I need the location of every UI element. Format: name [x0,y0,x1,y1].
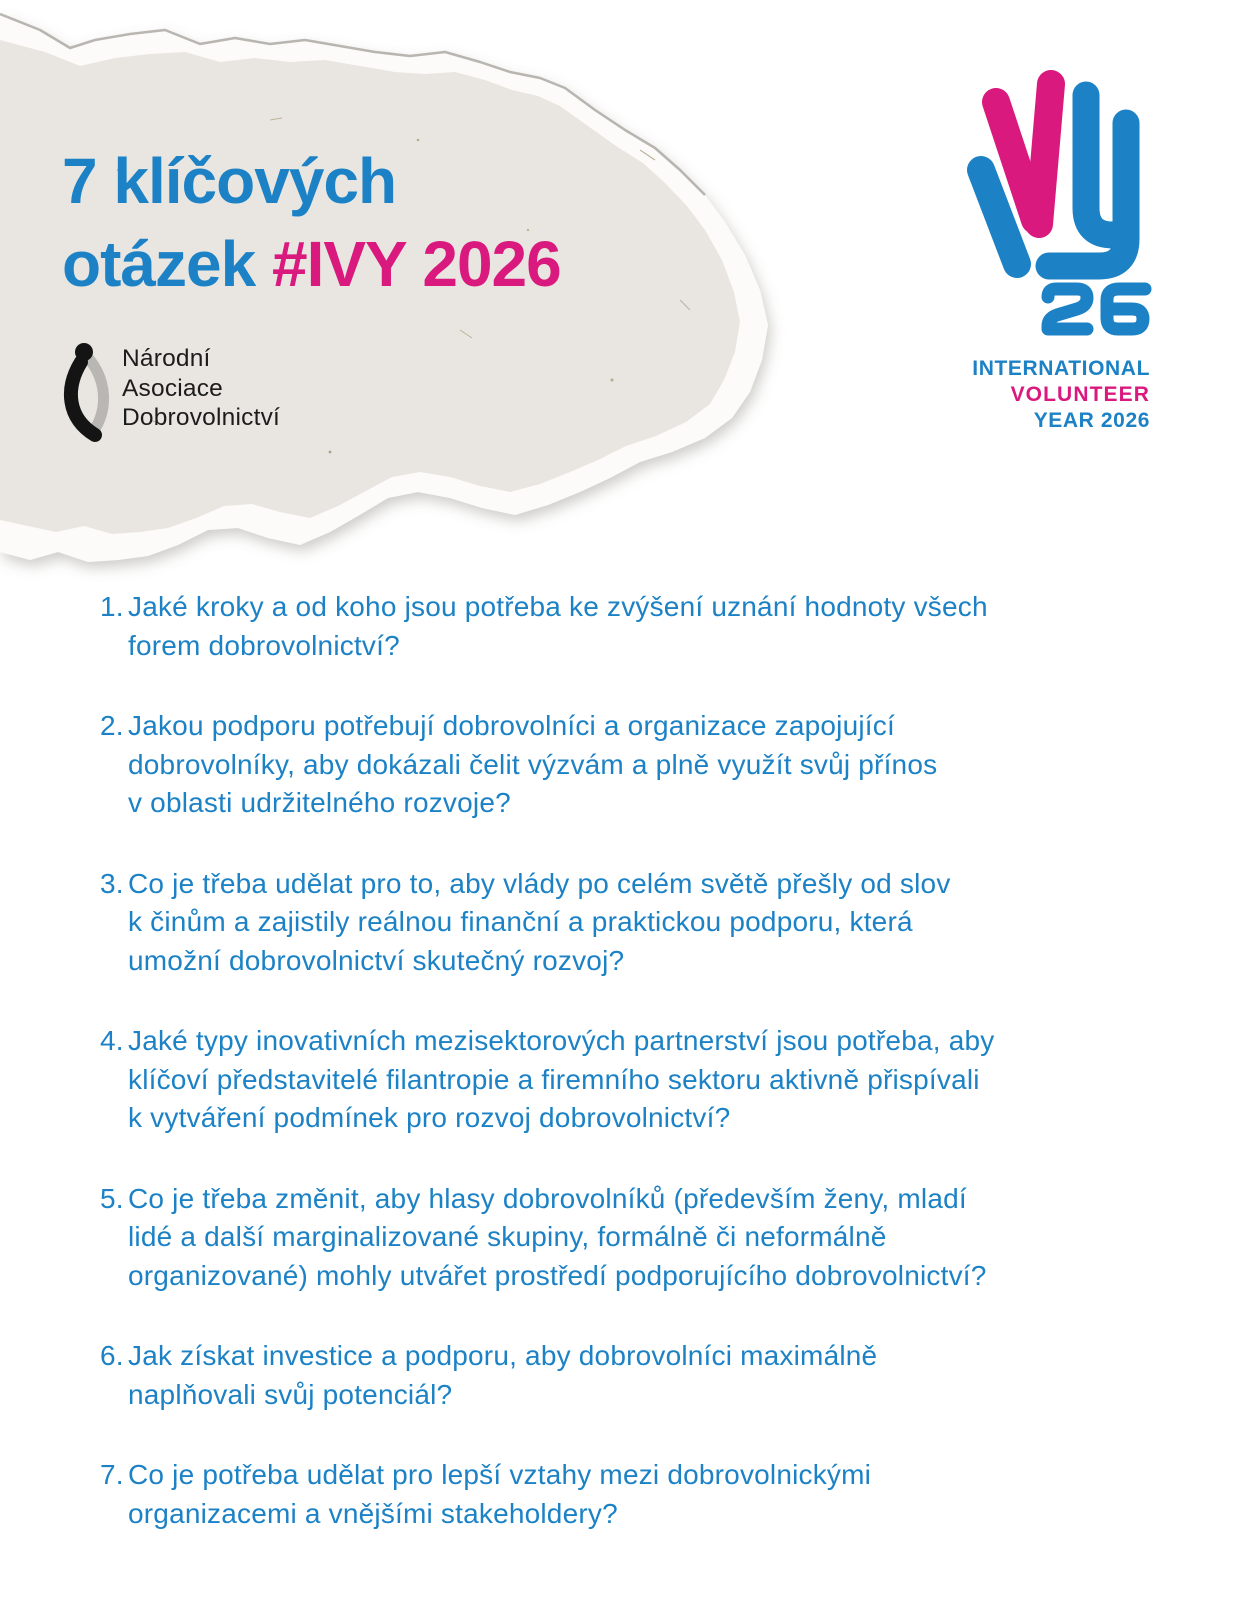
question-item [100,588,1180,665]
question-item [100,1180,1180,1296]
question-text: Co je třeba změnit, aby hlasy dobrovolníků (především ženy, mladí [128,1182,967,1214]
ivy-word-line1: INTERNATIONAL [972,357,1150,380]
question-text: lidé a další marginalizované skupiny, formálně či neformálně [128,1221,887,1252]
nad-line2: Asociace [122,374,224,402]
question-line [100,1495,1180,1534]
question-line [100,1061,1180,1100]
title-line2-blue: otázek [62,228,272,300]
question-text: k činům a zajistily reálnou finanční a praktickou podporu, která [128,906,913,937]
ivy-hand-glyph [981,84,1126,266]
question-text: organizované) mohly utvářet prostředí podporujícího dobrovolnictví? [128,1259,987,1291]
question-text: v oblasti udržitelného rozvoje? [128,787,511,818]
question-line [100,1022,1180,1061]
question-line [100,746,1180,785]
question-text: dobrovolníky, aby dokázali čelit výzvám a plně využít svůj přínos [128,748,938,780]
question-text: Co je třeba udělat pro to, aby vlády po celém světě přešly od slov [128,867,951,899]
question-line [100,1456,1180,1495]
question-line [100,1376,1180,1415]
question-item [100,1337,1180,1414]
nad-logo [57,340,280,444]
question-number: 4. [100,1025,124,1056]
title-line2-pink: #IVY 2026 [271,228,561,300]
question-number: 5. [100,1182,124,1214]
question-text: naplňovali svůj potenciál? [128,1378,453,1410]
ivy26-wordmark [905,356,1150,434]
question-item [100,707,1180,823]
question-item [100,1022,1180,1138]
question-number: 7. [100,1459,124,1490]
question-number: 3. [100,867,124,899]
nad-line3: Dobrovolnictví [122,404,281,431]
ivy-26-glyph [1048,289,1145,329]
nad-person-icon [57,340,115,444]
question-number: 6. [100,1340,124,1371]
nad-logo-text [122,344,280,433]
page-title [62,140,561,306]
question-text: umožní dobrovolnictví skutečný rozvoj? [128,944,625,976]
question-line [100,865,1180,904]
question-text: k vytváření podmínek pro rozvoj dobrovolnictví? [128,1102,731,1133]
question-number: 1. [100,591,124,622]
question-text: Co je potřeba udělat pro lepší vztahy mezi dobrovolnickými [128,1459,872,1490]
title-line1: 7 klíčových [62,145,397,217]
question-text: Jaké typy inovativních mezisektorových partnerství jsou potřeba, aby [128,1025,995,1056]
question-item [100,865,1180,981]
question-line [100,1099,1180,1138]
question-line [100,1337,1180,1376]
question-line [100,588,1180,627]
ivy-word-line3: YEAR 2026 [1033,409,1150,432]
question-line [100,1180,1180,1219]
question-line [100,784,1180,823]
questions-list [100,588,1180,1575]
question-text: Jaké kroky a od koho jsou potřeba ke zvýšení uznání hodnoty všech [128,591,988,622]
question-number: 2. [100,710,124,741]
ivy26-hand-logo [948,68,1153,348]
question-text: Jak získat investice a podporu, aby dobrovolníci maximálně [128,1340,878,1371]
ivy-word-line2: VOLUNTEER [1010,383,1150,406]
question-line [100,903,1180,942]
question-item [100,1456,1180,1533]
question-line [100,627,1180,666]
question-line [100,707,1180,746]
question-text: organizacemi a vnějšími stakeholdery? [128,1497,618,1529]
question-text: klíčoví představitelé filantropie a firemního sektoru aktivně přispívali [128,1063,980,1095]
question-line [100,1218,1180,1257]
question-line [100,942,1180,981]
title-line2 [62,223,561,306]
question-text: forem dobrovolnictví? [128,629,400,661]
nad-line1: Národní [122,345,211,372]
question-line [100,1257,1180,1296]
question-text: Jakou podporu potřebují dobrovolníci a organizace zapojující [128,710,895,741]
